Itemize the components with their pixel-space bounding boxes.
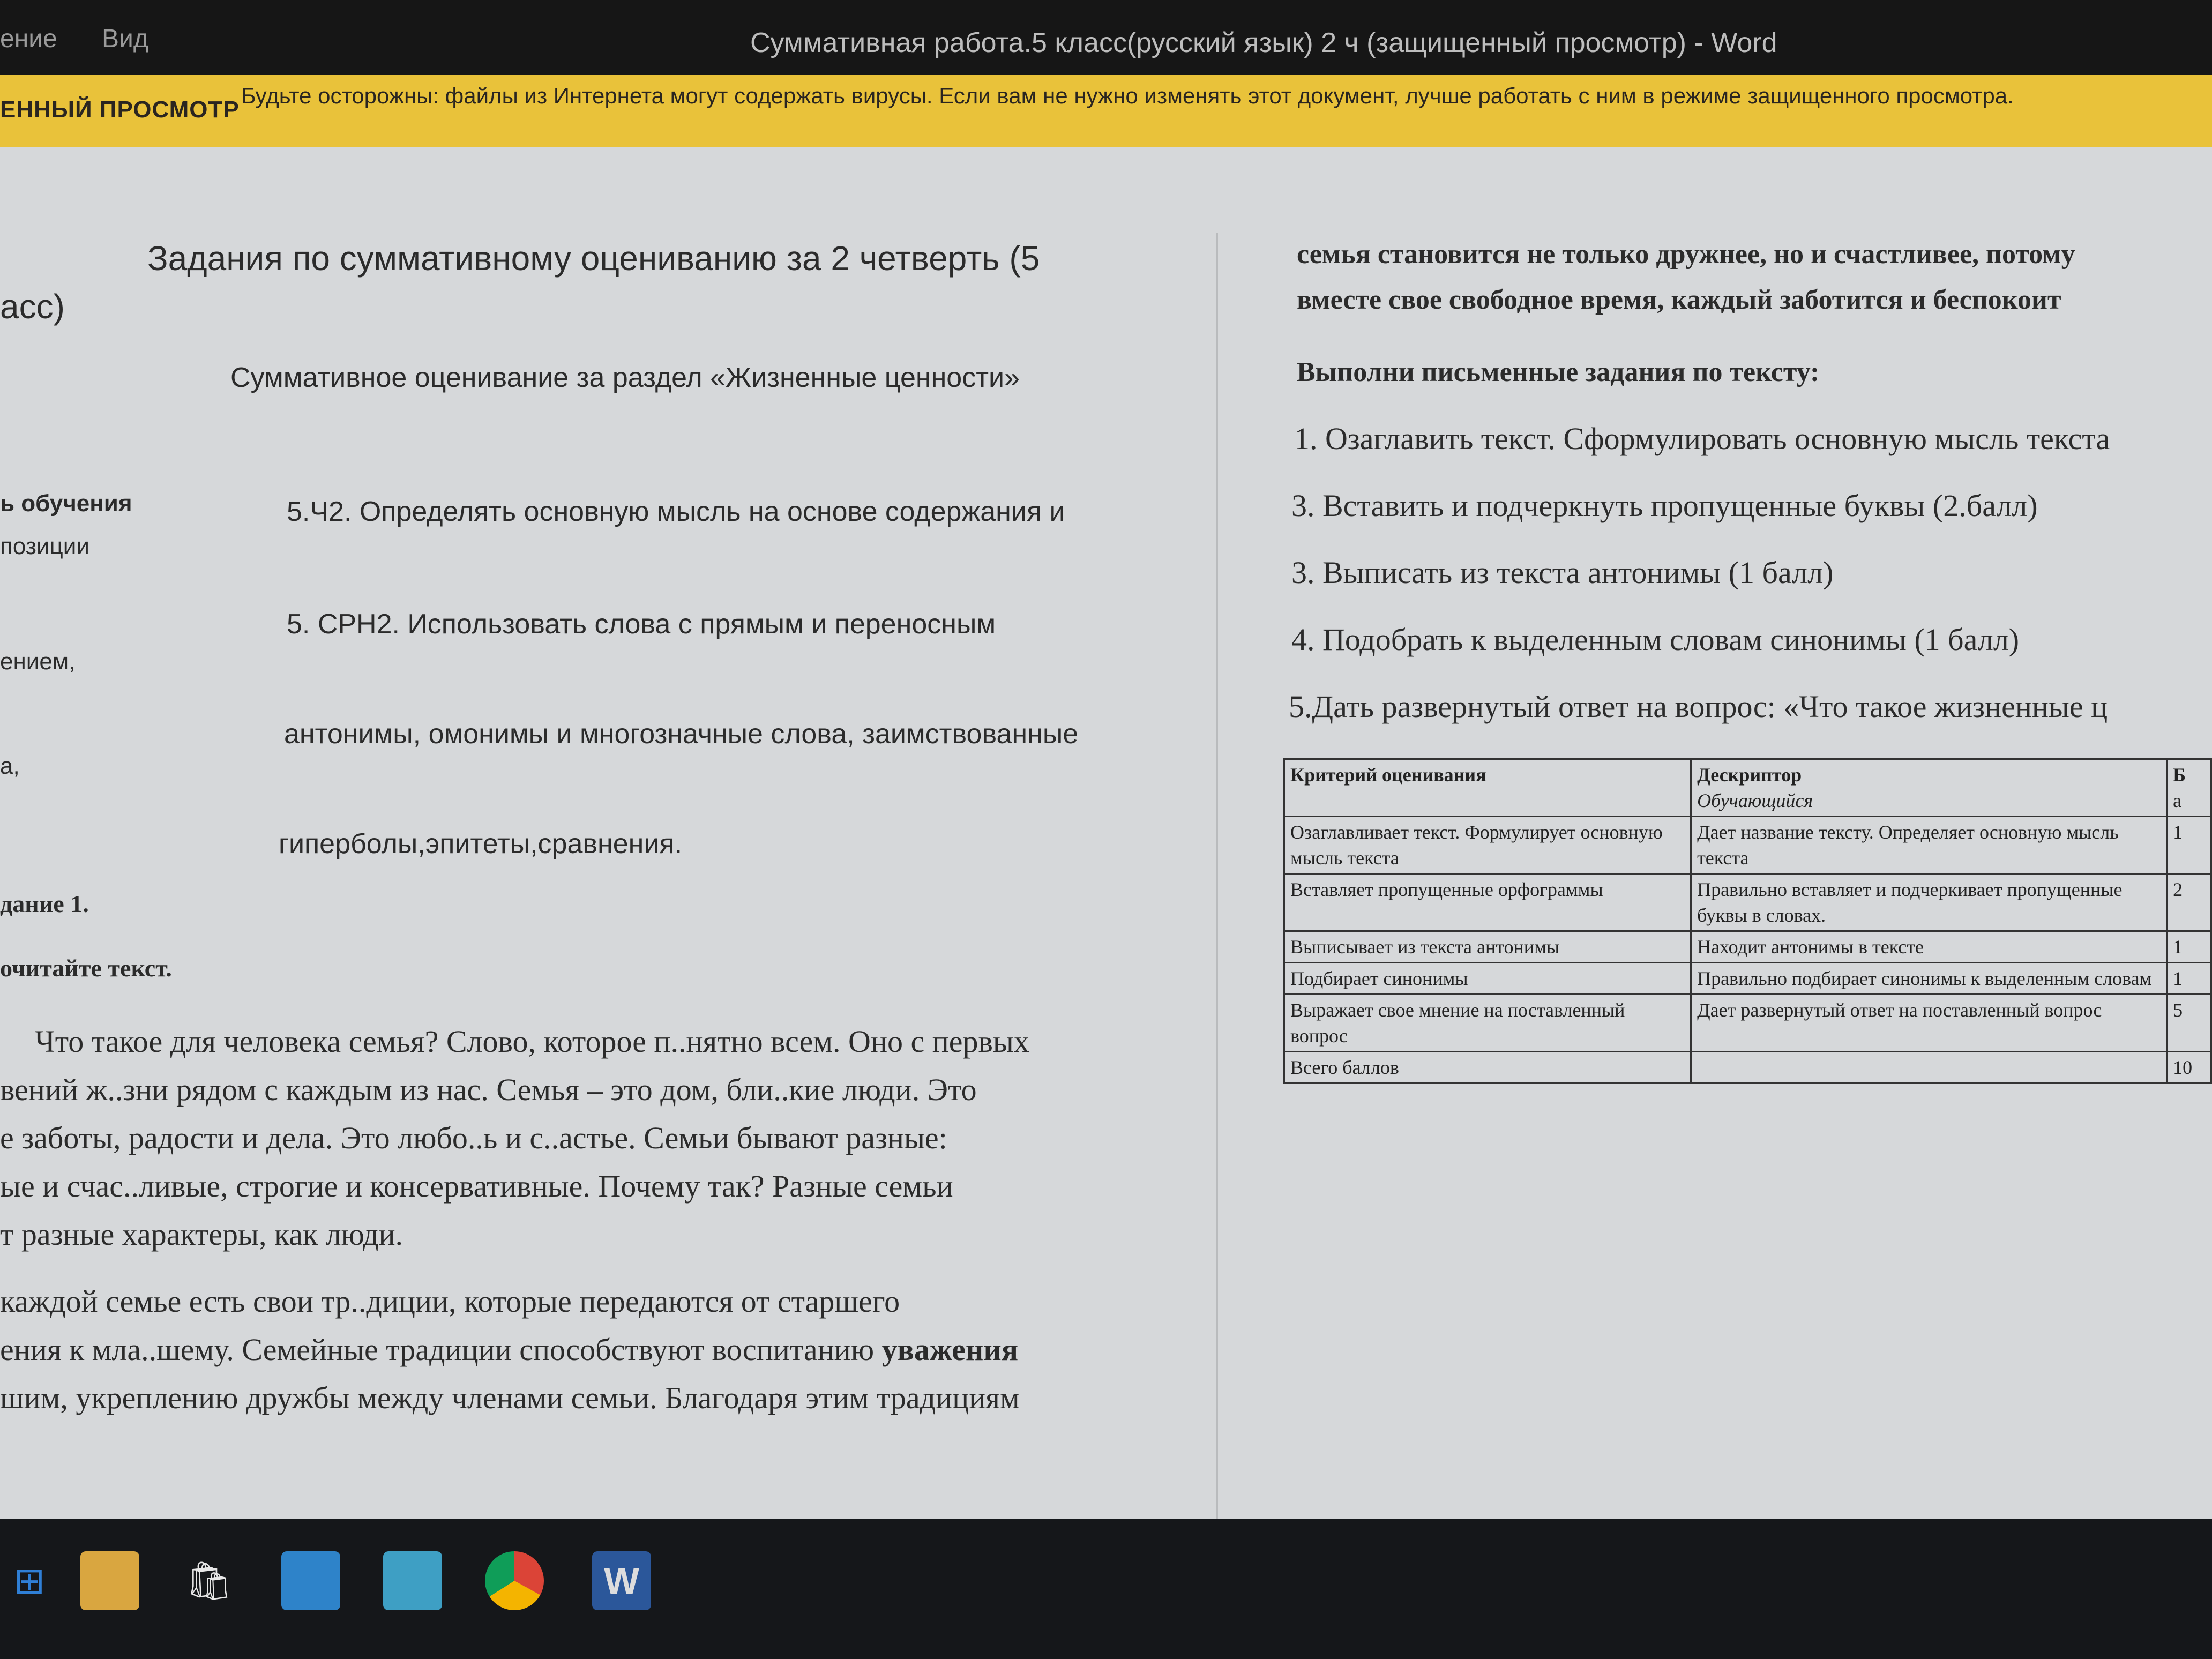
instructions-title: Выполни письменные задания по тексту: [1297,357,1820,387]
table-cell: Находит антонимы в тексте [1691,931,2167,963]
learning-goal: 5.Ч2. Определять основную мысль на основе содержания и [287,496,1065,527]
margin-label: а, [0,753,20,779]
title-bar [0,0,2212,75]
table-cell: 10 [2167,1052,2211,1083]
file-explorer-icon[interactable] [80,1551,139,1610]
table-cell: Дает название тексту. Определяет основную мысль текста [1691,817,2167,874]
text-line: е заботы, радости и дела. Это любо..ь и с..астье. Семьи бывают разные: [0,1120,947,1155]
text-line-part: ения к мла..шему. Семейные традиции способствуют воспитанию [0,1332,875,1367]
table-header-cell [2167,759,2211,817]
task-item: 4. Подобрать к выделенным словам синонимы (1 балл) [1291,622,2020,657]
mail-icon[interactable] [281,1551,340,1610]
text-line: ые и счас..ливые, строгие и консервативные. Почему так? Разные семьи [0,1169,953,1204]
page-heading-continued: асс) [0,287,65,326]
criteria-table [1283,758,2212,1084]
table-row [1284,995,2211,1052]
table-cell: Подбирает синонимы [1284,963,1691,995]
table-row [1284,874,2211,931]
table-cell: 2 [2167,874,2211,931]
chrome-icon[interactable] [485,1551,544,1610]
text-line: каждой семье есть свои тр..диции, которые передаются от старшего [0,1284,900,1319]
header-text: Дескриптор [1697,764,1802,786]
table-cell: Правильно подбирает синонимы к выделенным словам [1691,963,2167,995]
task-item: 5.Дать развернутый ответ на вопрос: «Что такое жизненные ц [1289,689,2108,724]
task-item: 3. Вставить и подчеркнуть пропущенные буквы (2.балл) [1291,488,2038,523]
margin-label: позиции [0,533,89,559]
protected-view-bar [0,75,2212,149]
start-icon[interactable]: ⊞ [13,1559,46,1603]
table-cell: Озаглавливает текст. Формулирует основную мысль текста [1284,817,1691,874]
learning-goal: антонимы, омонимы и многозначные слова, заимствованные [284,719,1079,750]
text-line: шим, укреплению дружбы между членами семьи. Благодаря этим традициям [0,1380,1020,1415]
ribbon-tab-review[interactable]: ение [0,25,57,53]
highlighted-word: уважения [881,1332,1019,1367]
word-icon[interactable]: W [592,1551,651,1610]
table-cell: Правильно вставляет и подчеркивает пропущенные буквы в словах. [1691,874,2167,931]
task-item: 1. Озаглавить текст. Сформулировать основную мысль текста [1294,421,2110,456]
table-header-row [1284,759,2211,817]
page-heading: Задания по суммативному оцениванию за 2 четверть (5 [147,239,1040,278]
ribbon-tab-view[interactable]: Вид [102,25,148,53]
protected-view-message: Будьте осторожны: файлы из Интернета могут содержать вирусы. Если вам не нужно изменять этот документ, лучше работать с ним в режиме защищенного просмотра. [241,83,2014,108]
margin-label: ением, [0,648,76,675]
window-title: Суммативная работа.5 класс(русский язык) 2 ч (защищенный просмотр) - Word [750,27,1777,58]
table-cell: 1 [2167,931,2211,963]
table-cell: 1 [2167,817,2211,874]
protected-view-label: ЕННЫЙ ПРОСМОТР [0,96,240,123]
table-cell [1691,1052,2167,1083]
task-label: дание 1. [0,890,89,917]
taskbar [0,1519,2212,1659]
table-cell: 1 [2167,963,2211,995]
table-cell: Выписывает из текста антонимы [1284,931,1691,963]
header-subtext: а [2173,790,2182,811]
margin-label: ь обучения [0,490,132,517]
section-subheading: Суммативное оценивание за раздел «Жизненные ценности» [230,362,1020,393]
task-item: 3. Выписать из текста антонимы (1 балл) [1291,555,1834,590]
table-row [1284,931,2211,963]
text-line: семья становится не только дружнее, но и счастливее, потому [1297,239,2075,270]
learning-goal: гиперболы,эпитеты,сравнения. [279,828,683,860]
text-line: вений ж..зни рядом с каждым из нас. Семья – это дом, бли..кие люди. Это [0,1072,977,1107]
table-row [1284,1052,2211,1083]
table-cell: Всего баллов [1284,1052,1691,1083]
table-cell: 5 [2167,995,2211,1052]
page-separator [1216,233,1218,1573]
table-cell: Дает развернутый ответ на поставленный вопрос [1691,995,2167,1052]
header-text: Критерий оценивания [1290,764,1486,786]
table-header-cell [1284,759,1691,817]
text-line [0,1332,1018,1367]
header-subtext: Обучающийся [1697,790,1813,811]
table-cell: Вставляет пропущенные орфограммы [1284,874,1691,931]
text-line: Что такое для человека семья? Слово, которое п..нятно всем. Оно с первых [35,1024,1029,1059]
photos-icon[interactable] [383,1551,442,1610]
table-header-cell [1691,759,2167,817]
header-text: Б [2173,764,2186,786]
table-row [1284,817,2211,874]
table-row [1284,963,2211,995]
table-cell: Выражает свое мнение на поставленный вопрос [1284,995,1691,1052]
task-instruction: очитайте текст. [0,954,172,982]
learning-goal: 5. СРН2. Использовать слова с прямым и переносным [287,609,996,640]
text-line: вместе свое свободное время, каждый заботится и беспокоит [1297,285,2061,315]
store-icon[interactable]: 🛍 [185,1559,233,1603]
text-line: т разные характеры, как люди. [0,1217,403,1252]
